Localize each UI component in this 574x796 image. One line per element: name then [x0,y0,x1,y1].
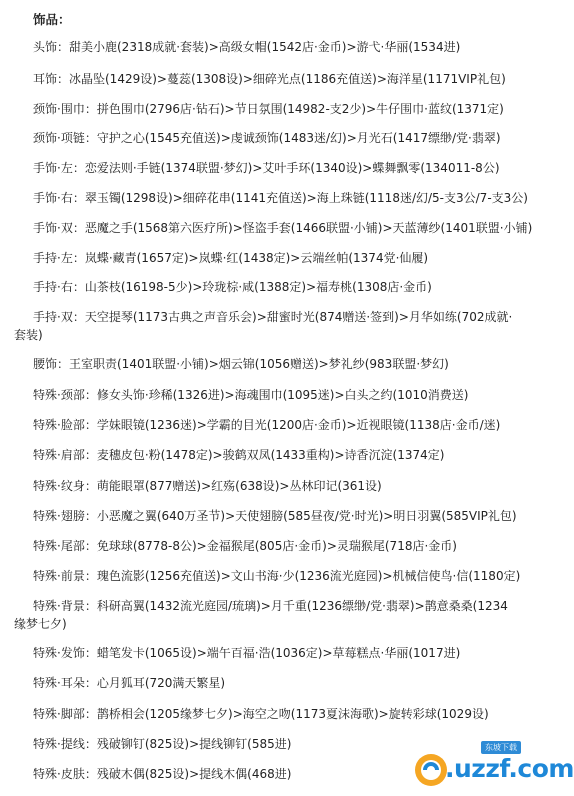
list-item: 特殊·肩部：麦穗皮包·粉(1478定)>骏鹤双凤(1433重构)>诗香沉淀(1374定) [33,448,445,462]
list-item: 特殊·翅膀：小恶魔之翼(640万圣节)>天使翅膀(585昼夜/党·时光)>明日羽翼(585VIP礼包) [33,509,517,523]
list-item: 特殊·纹身：萌能眼罩(877赠送)>红殇(638设)>丛林印记(361设) [33,479,382,493]
list-item: 手饰·左：恋爱法则·手链(1374联盟·梦幻)>艾叶手环(1340设)>蝶舞飘零(134011-8公) [33,161,500,175]
list-item: 特殊·发饰：蜡笔发卡(1065设)>端午百福·浩(1036定)>草莓糕点·华丽(1017进) [33,646,461,660]
list-item: 腰饰：王室职责(1401联盟·小铺)>烟云锦(1056赠送)>梦礼纱(983联盟·梦幻) [33,357,449,371]
list-item: 特殊·尾部：免球球(8778-8公)>金福猴尾(805店·金币)>灵瑞猴尾(718店·金币) [33,539,457,553]
list-item: 头饰：甜美小鹿(2318成就·套装)>高级女帽(1542店·金币)>游弋·华丽(1534进) [33,40,461,54]
list-item: 特殊·耳朵：心月狐耳(720满天繁星) [33,676,226,690]
list-item: 耳饰：冰晶坠(1429设)>蔓蕊(1308设)>细碎光点(1186充值送)>海洋星(1171VIP礼包) [33,72,506,86]
list-item: 特殊·前景：瑰色流影(1256充值送)>文山书海·少(1236流光庭园)>机械信使鸟·信(1180定) [33,569,521,583]
list-item: 特殊·皮肤：残破木偶(825设)>提线木偶(468进) [33,767,292,781]
list-item: 手持·双：天空提琴(1173古典之声音乐会)>甜蜜时光(874赠送·签到)>月华如练(702成就·套装) [14,310,513,342]
list-item: 手持·右：山茶枝(16198-5少)>玲珑棕·咸(1388定)>福寿桃(1308店·金币) [33,280,432,294]
list-item: 特殊·背景：科研高翼(1432流光庭园/琉璃)>月千重(1236缥缈/党·翡翠)>鹊意桑桑(1234缘梦七夕) [14,599,508,631]
list-item: 颈饰·项链：守护之心(1545充值送)>虔诚颈饰(1483迷/幻)>月光石(1417缥缈/党·翡翠) [33,131,501,145]
watermark-text: .uzzf.com [445,754,574,783]
list-item: 特殊·脸部：学妹眼镜(1236迷)>学霸的目光(1200店·金币)>近视眼镜(1138店·金币/迷) [33,418,501,432]
list-item: 手持·左：岚蝶·藏青(1657定)>岚蝶·红(1438定)>云端丝帕(1374党·仙履) [33,251,429,265]
section-title: 饰品： [33,12,71,27]
list-item: 手饰·双：恶魔之手(1568第六医疗所)>怪盗手套(1466联盟·小铺)>天蓝薄纱(1401联盟·小铺) [33,221,533,235]
list-item: 特殊·颈部：修女头饰·珍稀(1326进)>海魂围巾(1095迷)>白头之约(1010消费送) [33,388,469,402]
watermark-badge: 东坡下载 [481,741,521,754]
site-watermark-logo [409,740,574,794]
list-item: 特殊·提线：残破铆钉(825设)>提线铆钉(585进) [33,737,292,751]
list-item: 特殊·脚部：鹊桥相会(1205缘梦七夕)>海空之吻(1173夏沫海歌)>旋转彩球(1029设) [33,707,489,721]
list-item: 手饰·右：翠玉镯(1298设)>细碎花串(1141充值送)>海上珠链(1118迷/幻/5-支3公/7-支3公) [33,191,528,205]
list-item: 颈饰·围巾：拼色围巾(2796店·钻石)>节日氛围(14982-支2少)>牛仔围巾·蓝纹(1371定) [33,102,504,116]
